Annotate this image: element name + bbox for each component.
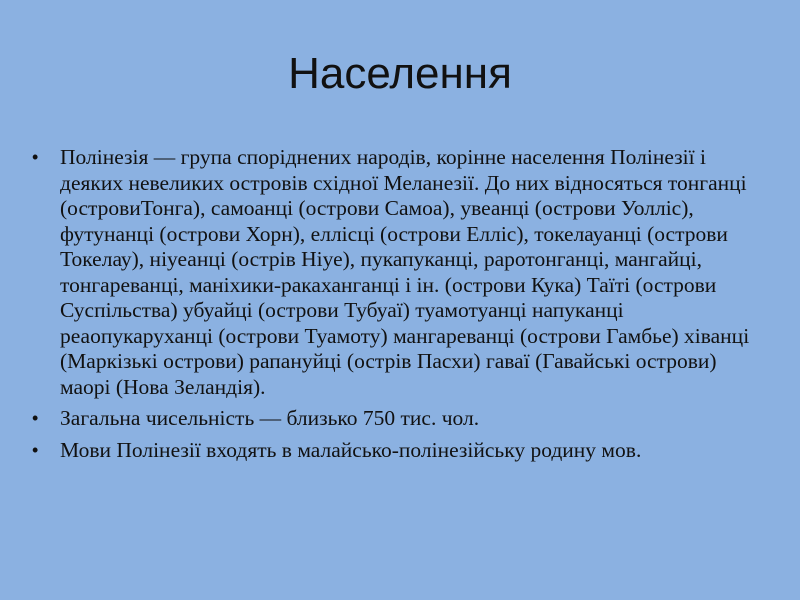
bullet-text: Полінезія — група споріднених народів, корінне населення Полінезії і деяких невеликих островів східної Меланезії. До них відносяться тонганці (островиТонга), самоанці (острови Самоа), увеанці (острови Уолліс), футунанці (острови Хорн), еллісці (острови Елліс), токелауанці (острови Токелау), ніуеанці (острів Ніуе), пукапуканці, раротонганці, мангайці, тонгареванці, маніхики-ракаханганці і ін. (острови Кука) Таїті (острови Суспільства) убуайці (острови Тубуаї) туамотуанці напуканці реаопукаруханці (острови Туамоту) мангареванці (острови Гамбье) хіванці (Маркізькі острови) рапануйці (острів Пасхи) гаваї (Гавайські острови) маорі (Нова Зеландія).: [60, 145, 750, 399]
bullet-list: [32, 145, 752, 469]
bullet-icon: •: [32, 147, 39, 167]
bullet-text: Мови Полінезії входять в малайсько-полінезійську родину мов.: [60, 437, 642, 462]
bullet-icon: •: [32, 408, 39, 428]
bullet-icon: •: [32, 439, 39, 460]
bullet-item: [32, 145, 752, 400]
slide-title: Населення: [288, 49, 512, 98]
bullet-text: Загальна чисельність — близько 750 тис. чол.: [60, 406, 480, 430]
bullet-item: [32, 438, 752, 464]
bullet-item: [32, 406, 752, 432]
